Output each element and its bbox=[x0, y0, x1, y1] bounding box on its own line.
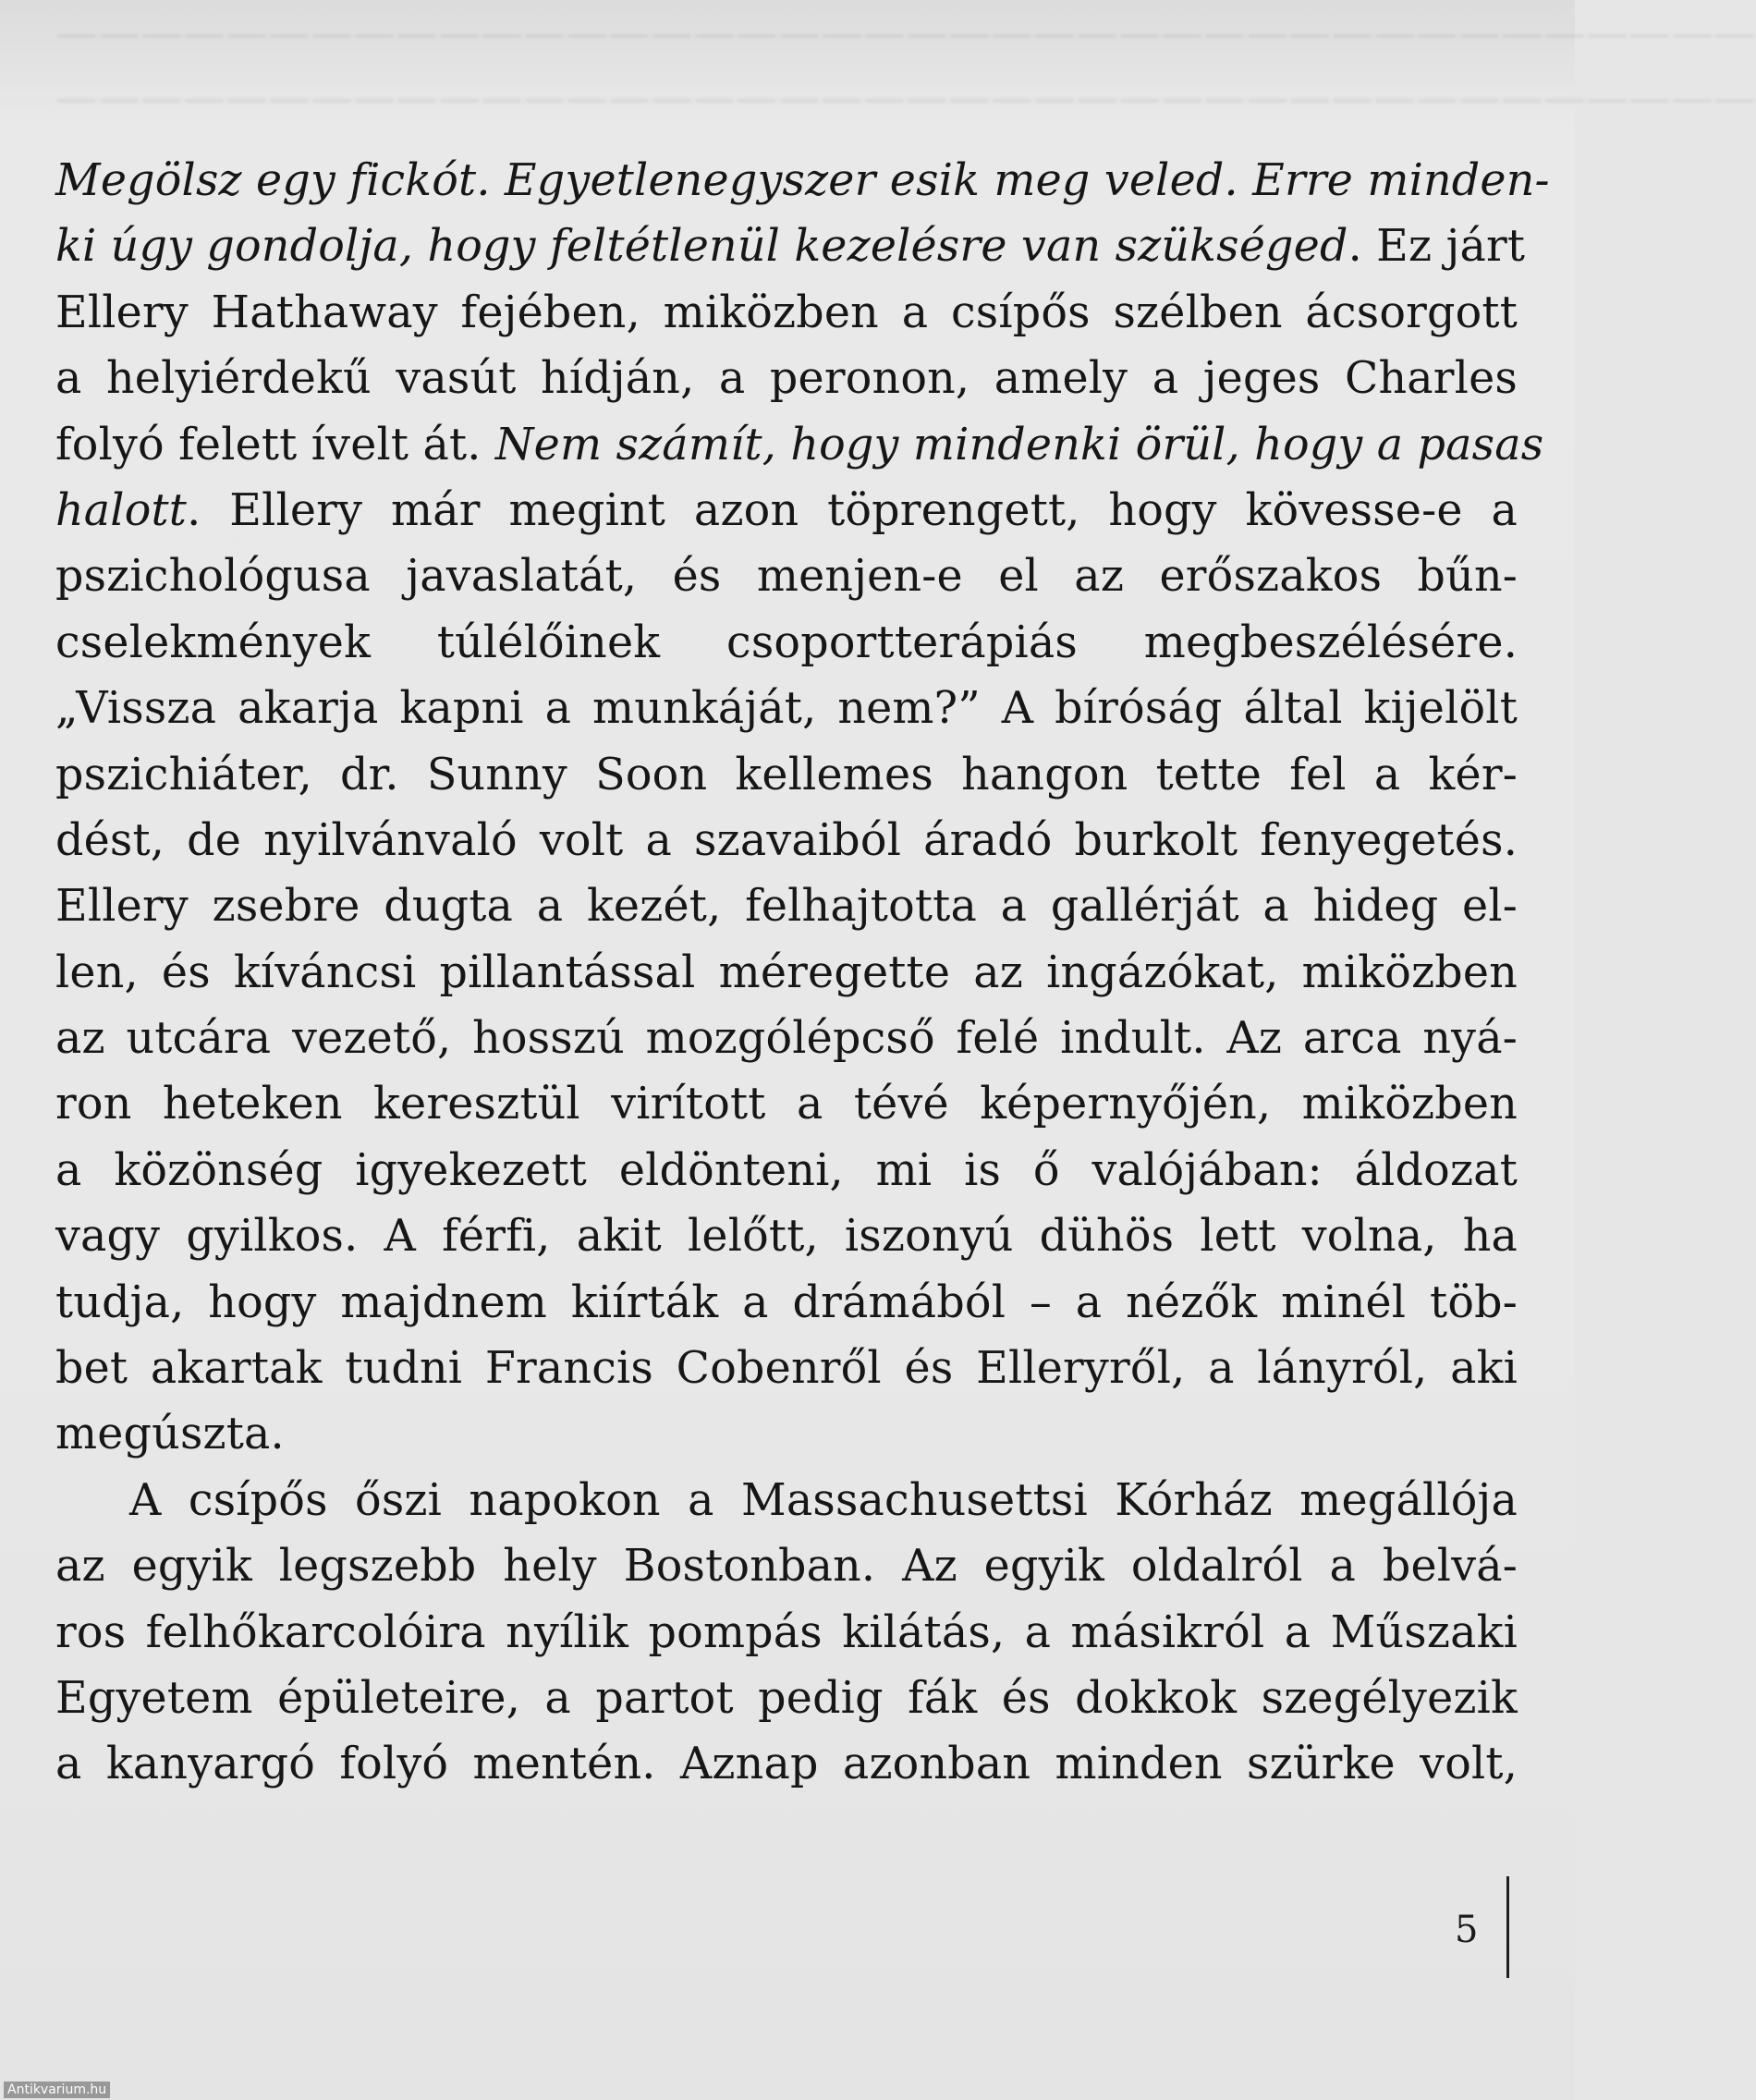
text-line bbox=[55, 1666, 1518, 1731]
text-run: vagy gyilkos. A férfi, akit lelőtt, iszonyú dühös lett volna, ha bbox=[55, 1211, 1518, 1263]
text-run: Ellery zsebre dugta a kezét, felhajtotta a gallérját a hideg el- bbox=[55, 881, 1518, 933]
text-run: a helyiérdekű vasút hídján, a peronon, amely a jeges Charles bbox=[55, 353, 1518, 405]
text-line bbox=[55, 1401, 1518, 1467]
italic-text: Nem számít, hogy mindenki örül, hogy a pasas bbox=[494, 419, 1544, 470]
text-line bbox=[55, 148, 1550, 214]
text-line bbox=[55, 543, 1518, 609]
watermark: Antikvarium.hu bbox=[4, 2082, 110, 2098]
text-run: . Ellery már megint azon töprengett, hogy kövesse-e a bbox=[187, 484, 1518, 536]
text-run: ros felhőkarcolóira nyílik pompás kilátás, a másikról a Műszaki bbox=[55, 1606, 1518, 1658]
text-line bbox=[55, 1533, 1518, 1599]
text-run: bet akartak tudni Francis Cobenről és Elleryről, a lányról, aki bbox=[55, 1343, 1518, 1395]
page-number: 5 bbox=[1455, 1909, 1479, 1951]
text-run: „Vissza akarja kapni a munkáját, nem?” A bíróság által kijelölt bbox=[55, 683, 1518, 735]
text-line bbox=[55, 742, 1518, 808]
text-line bbox=[55, 1270, 1518, 1336]
text-line bbox=[55, 1138, 1518, 1203]
text-run: cselekmények túlélőinek csoportterápiás megbeszélésére. bbox=[55, 617, 1518, 668]
text-run: megúszta. bbox=[55, 1409, 285, 1460]
text-line bbox=[55, 1336, 1518, 1401]
text-run: a közönség igyekezett eldönteni, mi is ő valójában: áldozat bbox=[55, 1144, 1518, 1196]
text-line bbox=[55, 808, 1518, 873]
text-line bbox=[55, 873, 1518, 939]
text-run: . Ez járt bbox=[1347, 221, 1526, 273]
text-run: Egyetem épületeire, a partot pedig fák és dokkok szegélyezik bbox=[55, 1672, 1518, 1724]
body-text bbox=[55, 148, 1550, 1798]
text-run: pszichológusa javaslatát, és menjen-e el az erőszakos bűn- bbox=[55, 551, 1518, 603]
text-line bbox=[55, 610, 1518, 676]
text-line bbox=[55, 1600, 1518, 1666]
text-line bbox=[55, 1071, 1518, 1137]
text-line bbox=[55, 280, 1518, 346]
text-line bbox=[55, 214, 1526, 279]
text-run: ron heteken keresztül virított a tévé képernyőjén, miközben bbox=[55, 1079, 1518, 1130]
text-line bbox=[55, 1468, 1518, 1533]
text-run: a kanyargó folyó mentén. Aznap azonban minden szürke volt, bbox=[55, 1739, 1518, 1790]
text-run: az utcára vezető, hosszú mozgólépcső felé indult. Az arca nyá- bbox=[55, 1013, 1518, 1065]
text-line bbox=[55, 478, 1518, 543]
text-line bbox=[55, 346, 1518, 411]
text-run: tudja, hogy majdnem kiírták a drámából – a nézők minél töb- bbox=[55, 1276, 1518, 1328]
text-run: az egyik legszebb hely Bostonban. Az egyik oldalról a belvá- bbox=[55, 1541, 1518, 1593]
text-run: folyó felett ívelt át. bbox=[55, 419, 495, 470]
folio-rule bbox=[1506, 1876, 1509, 1978]
text-run: A csípős őszi napokon a Massachusettsi Kórház megállója bbox=[129, 1474, 1518, 1526]
text-line bbox=[55, 1203, 1518, 1269]
italic-text: Megölsz egy fickót. Egyetlenegyszer esik meg veled. Erre minden- bbox=[55, 155, 1550, 206]
text-run: pszichiáter, dr. Sunny Soon kellemes hangon tette fel a kér- bbox=[55, 749, 1518, 800]
text-line bbox=[55, 1731, 1518, 1797]
text-line bbox=[55, 676, 1518, 741]
text-line bbox=[55, 940, 1518, 1006]
text-line bbox=[55, 1006, 1518, 1071]
text-line bbox=[55, 412, 1544, 478]
show-through-text: ———————————————————————————————————————— ———————————————————————————————————————— bbox=[55, 7, 1756, 122]
text-run: Ellery Hathaway fejében, miközben a csípős szélben ácsorgott bbox=[55, 287, 1518, 338]
italic-text: halott bbox=[55, 484, 188, 536]
text-run: len, és kíváncsi pillantással méregette az ingázókat, miközben bbox=[55, 946, 1518, 998]
italic-text: ki úgy gondolja, hogy feltétlenül kezelésre van szükséged bbox=[55, 221, 1348, 273]
text-run: dést, de nyilvánvaló volt a szavaiból áradó burkolt fenyegetés. bbox=[55, 814, 1518, 866]
